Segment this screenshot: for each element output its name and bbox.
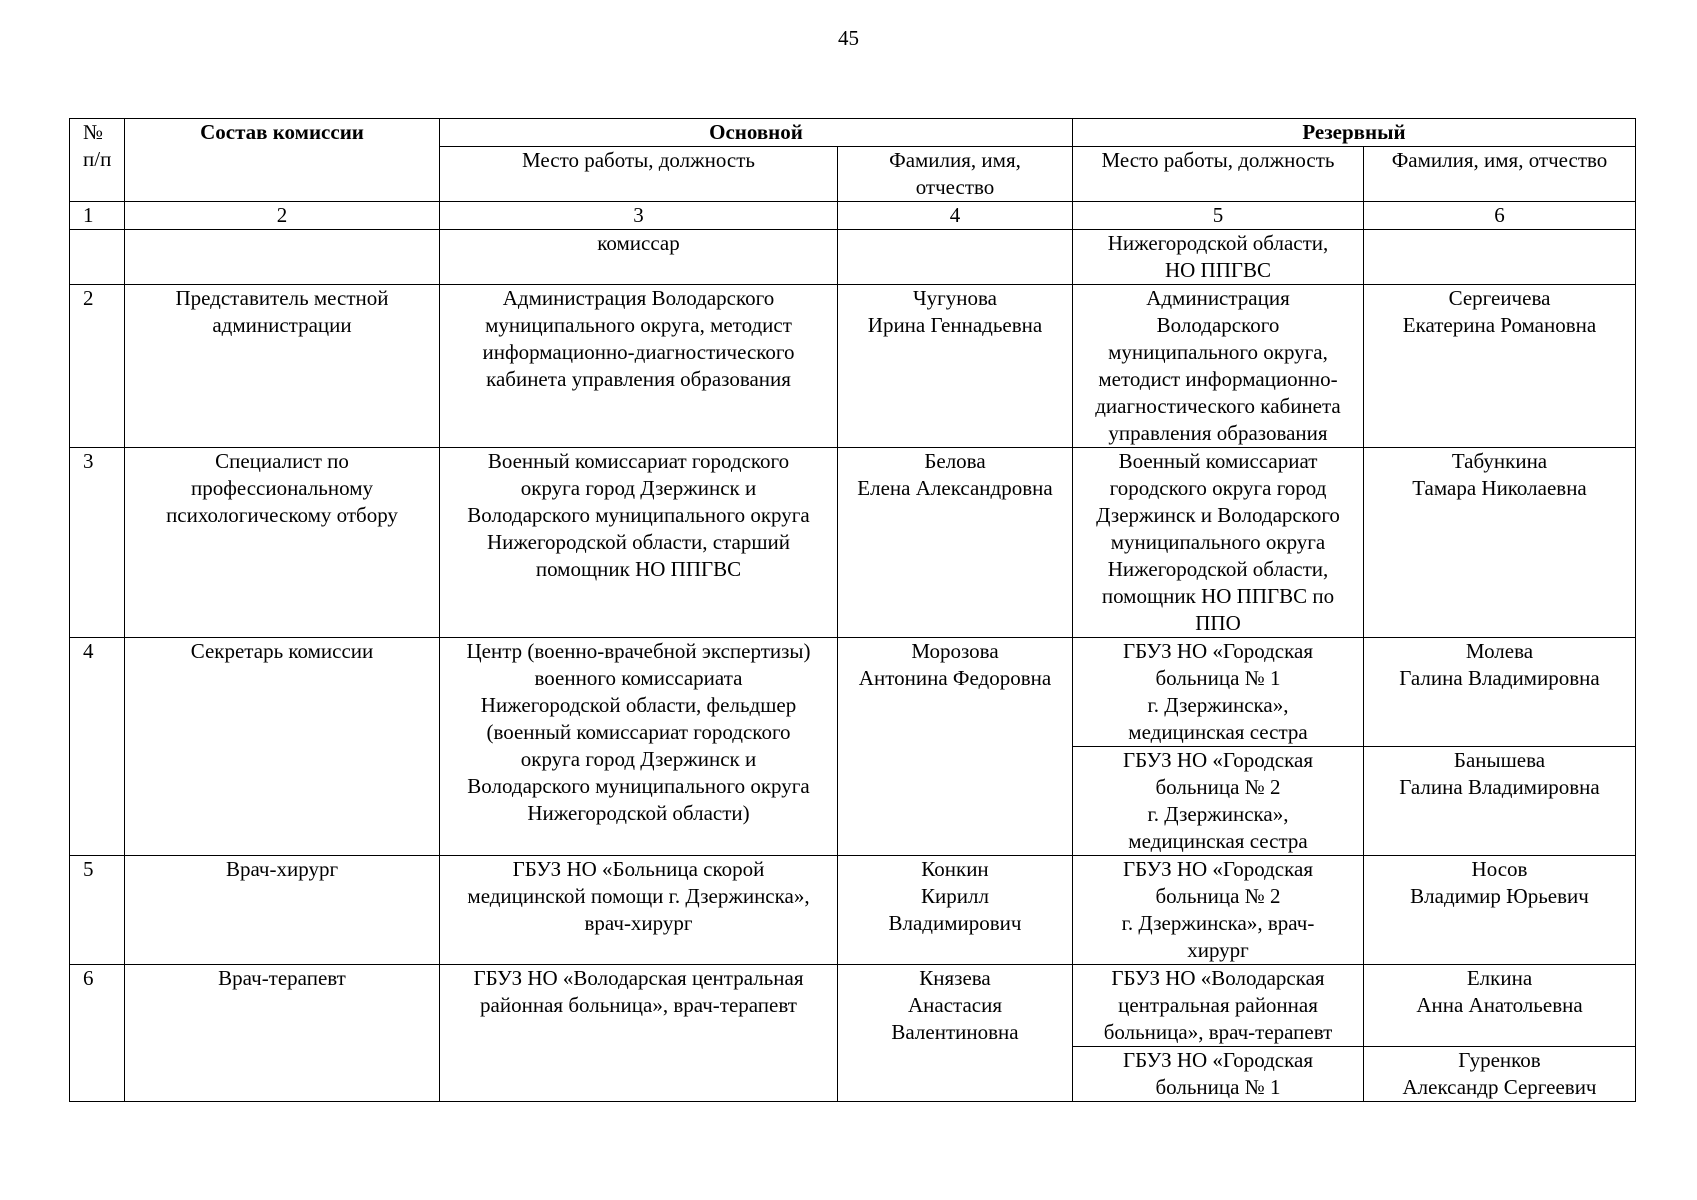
row-num: 2 (70, 285, 125, 448)
row-reserve-place: ГБУЗ НО «Володарская центральная районная больница», врач-терапевт (1073, 965, 1364, 1047)
table-row (70, 965, 1636, 1047)
row-num: 3 (70, 448, 125, 638)
row-num: 5 (70, 856, 125, 965)
header-composition: Состав комиссии (125, 119, 440, 202)
row-reserve-place: ГБУЗ НО «Городская больница № 2 г. Дзержинска», медицинская сестра (1073, 747, 1364, 856)
row-reserve-name: Гуренков Александр Сергеевич (1364, 1047, 1636, 1102)
row-reserve-name: Молева Галина Владимировна (1364, 638, 1636, 747)
header-main-place: Место работы, должность (440, 147, 838, 202)
row-role: Врач-терапевт (125, 965, 440, 1102)
commission-table (69, 118, 1636, 1102)
row-role: Врач-хирург (125, 856, 440, 965)
column-number: 3 (440, 202, 838, 230)
header-main-name: Фамилия, имя, отчество (838, 147, 1073, 202)
row-main-place: ГБУЗ НО «Володарская центральная районная больница», врач-терапевт (440, 965, 838, 1102)
row-reserve-place: Военный комиссариат городского округа город Дзержинск и Володарского муниципального округа Нижегородской области, помощник НО ППГВС по ППО (1073, 448, 1364, 638)
header-reserve-name: Фамилия, имя, отчество (1364, 147, 1636, 202)
row-main-name: Князева Анастасия Валентиновна (838, 965, 1073, 1102)
row-num: 4 (70, 638, 125, 856)
column-number: 6 (1364, 202, 1636, 230)
header-reserve: Резервный (1073, 119, 1636, 147)
row-reserve-name: Елкина Анна Анатольевна (1364, 965, 1636, 1047)
column-number: 4 (838, 202, 1073, 230)
row-main-place: комиссар (440, 230, 838, 285)
column-number: 1 (70, 202, 125, 230)
column-number: 5 (1073, 202, 1364, 230)
row-num (70, 230, 125, 285)
header-num: № п/п (70, 119, 125, 202)
row-role (125, 230, 440, 285)
row-reserve-place: Нижегородской области, НО ППГВС (1073, 230, 1364, 285)
column-numbers-row (70, 202, 1636, 230)
row-reserve-place: ГБУЗ НО «Городская больница № 1 г. Дзержинска», медицинская сестра (1073, 638, 1364, 747)
row-role: Представитель местной администрации (125, 285, 440, 448)
row-reserve-name: Банышева Галина Владимировна (1364, 747, 1636, 856)
row-num: 6 (70, 965, 125, 1102)
row-reserve-name: Табункина Тамара Николаевна (1364, 448, 1636, 638)
row-reserve-name: Сергеичева Екатерина Романовна (1364, 285, 1636, 448)
column-number: 2 (125, 202, 440, 230)
row-main-name: Конкин Кирилл Владимирович (838, 856, 1073, 965)
row-main-place: ГБУЗ НО «Больница скорой медицинской помощи г. Дзержинска», врач-хирург (440, 856, 838, 965)
row-main-place: Центр (военно-врачебной экспертизы) военного комиссариата Нижегородской области, фельдшер (военный комиссариат городского округа город Дзержинск и Володарского муниципального округа Нижегородской области) (440, 638, 838, 856)
row-main-place: Администрация Володарского муниципального округа, методист информационно-диагностического кабинета управления образования (440, 285, 838, 448)
header-reserve-place: Место работы, должность (1073, 147, 1364, 202)
table-row (70, 285, 1636, 448)
row-role: Секретарь комиссии (125, 638, 440, 856)
row-main-place: Военный комиссариат городского округа город Дзержинск и Володарского муниципального округа Нижегородской области, старший помощник НО ППГВС (440, 448, 838, 638)
table-row (70, 448, 1636, 638)
header-row-top (70, 119, 1636, 147)
page-number: 45 (838, 26, 859, 50)
row-main-name: Белова Елена Александровна (838, 448, 1073, 638)
row-main-name (838, 230, 1073, 285)
table-row (70, 230, 1636, 285)
header-main: Основной (440, 119, 1073, 147)
row-main-name: Чугунова Ирина Геннадьевна (838, 285, 1073, 448)
row-reserve-name (1364, 230, 1636, 285)
row-reserve-name: Носов Владимир Юрьевич (1364, 856, 1636, 965)
table-row (70, 638, 1636, 747)
row-reserve-place: ГБУЗ НО «Городская больница № 1 (1073, 1047, 1364, 1102)
row-reserve-place: Администрация Володарского муниципального округа, методист информационно- диагностического кабинета управления образования (1073, 285, 1364, 448)
table-row (70, 856, 1636, 965)
row-main-name: Морозова Антонина Федоровна (838, 638, 1073, 856)
row-reserve-place: ГБУЗ НО «Городская больница № 2 г. Дзержинска», врач- хирург (1073, 856, 1364, 965)
row-role: Специалист по профессиональному психологическому отбору (125, 448, 440, 638)
